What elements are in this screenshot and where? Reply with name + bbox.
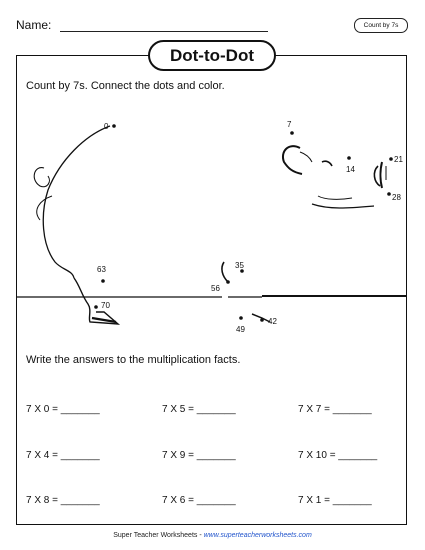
dot-21[interactable] (389, 155, 403, 164)
topic-badge: Count by 7s (354, 18, 408, 33)
pig-eye (322, 161, 332, 166)
dot-label: 21 (394, 155, 403, 164)
footer-url[interactable]: www.superteacherworksheets.com (203, 532, 312, 539)
pig-snout (381, 162, 383, 188)
fact-7x9[interactable]: 7 X 9 = _______ (162, 450, 236, 461)
dot-56[interactable] (211, 280, 230, 293)
pig-snout-left (374, 166, 380, 186)
pig-ear (283, 146, 302, 174)
dot-label: 35 (235, 261, 244, 270)
pig-leg-back (222, 262, 228, 282)
dot-label: 14 (346, 165, 355, 174)
dot-14[interactable] (346, 156, 355, 174)
pig-chin (312, 204, 374, 208)
dot-label: 28 (392, 193, 401, 202)
fact-7x4[interactable]: 7 X 4 = _______ (26, 450, 100, 461)
dot-35[interactable] (235, 261, 244, 273)
dot-49[interactable] (236, 316, 245, 334)
dot-label: 56 (211, 284, 220, 293)
footer-brand: Super Teacher Worksheets - (113, 532, 204, 539)
footer (0, 532, 425, 539)
dots-instruction: Count by 7s. Connect the dots and color. (26, 80, 225, 92)
dot-label: 42 (268, 317, 277, 326)
fact-7x8[interactable]: 7 X 8 = _______ (26, 495, 100, 506)
fact-7x1[interactable]: 7 X 1 = _______ (298, 495, 372, 506)
pig-tail-curl (34, 168, 49, 187)
dot-label: 63 (97, 265, 106, 274)
fact-7x5[interactable]: 7 X 5 = _______ (162, 404, 236, 415)
dot-label: 70 (101, 301, 110, 310)
pig-mouth (318, 196, 352, 199)
facts-instruction: Write the answers to the multiplication facts. (26, 354, 241, 366)
dot-label: 49 (236, 325, 245, 334)
fact-7x6[interactable]: 7 X 6 = _______ (162, 495, 236, 506)
dot-label: 7 (287, 120, 292, 129)
dot-70[interactable] (94, 301, 110, 310)
fact-7x10[interactable]: 7 X 10 = _______ (298, 450, 378, 461)
dot-7[interactable] (287, 120, 294, 135)
dot-28[interactable] (387, 192, 401, 202)
fact-7x7[interactable]: 7 X 7 = _______ (298, 404, 372, 415)
fact-7x0[interactable]: 7 X 0 = _______ (26, 404, 100, 415)
dot-63[interactable] (97, 265, 106, 283)
pig-ear-inner (300, 152, 312, 162)
pig-leg-front (74, 278, 118, 324)
page-title: Dot-to-Dot (148, 40, 276, 71)
pig-back-curve (43, 126, 110, 278)
dot-label: 0 (104, 122, 109, 131)
name-label: Name: (16, 18, 52, 32)
